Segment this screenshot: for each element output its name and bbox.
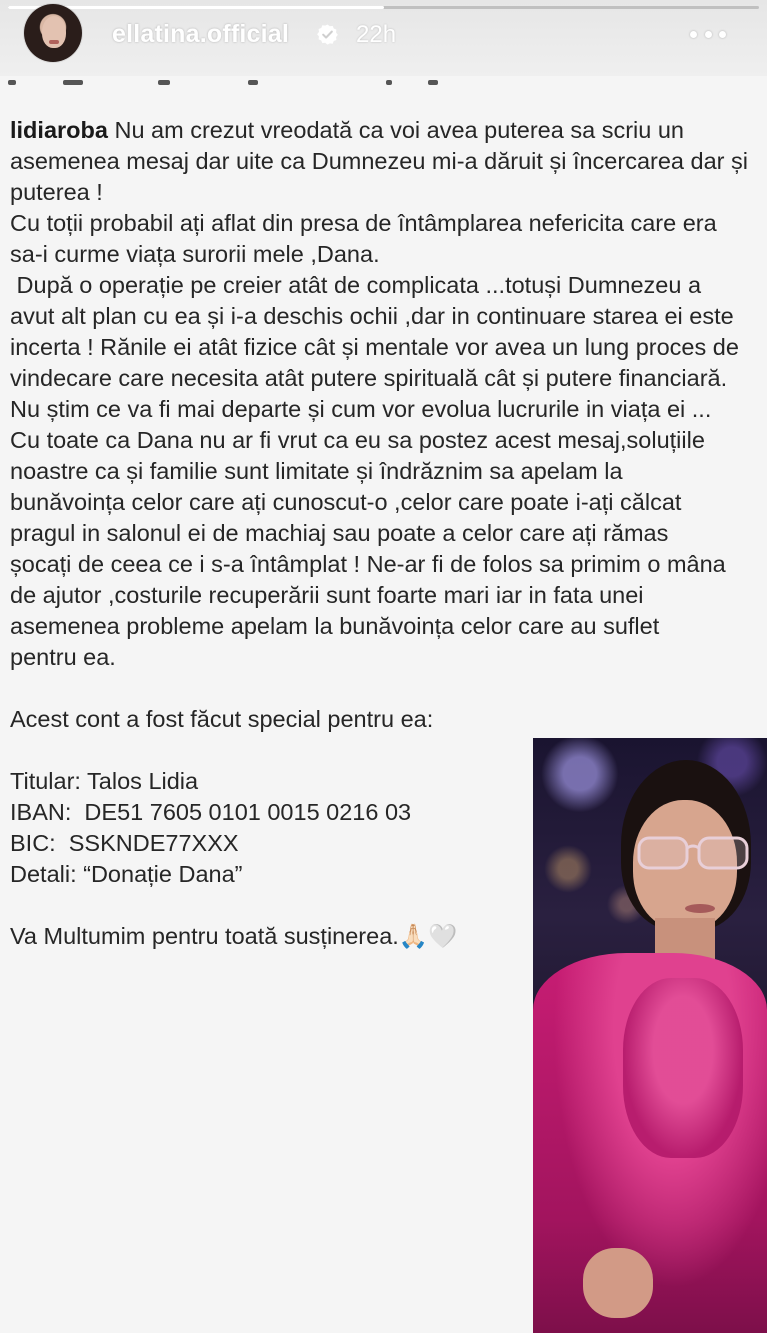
account-intro: Acest cont a fost făcut special pentru ea: <box>10 706 434 732</box>
glasses-shape <box>637 834 757 874</box>
dot <box>719 31 726 38</box>
account-details: Detali: “Donație Dana” <box>10 861 243 887</box>
comment-paragraph: După o operație pe creier atât de complicata ...totuși Dumnezeu a avut alt plan cu ea și i-a deschis ochii ,dar in continuare starea ei este incerta ! Rănile ei atât fizice cât și mentale vor avea un lung proces de vindecare care necesita atât putere spirituală cât și putere financiară. <box>10 272 746 391</box>
story-progress-bar <box>8 6 759 9</box>
commenter-username[interactable]: lidiaroba <box>10 117 108 143</box>
account-holder: Titular: Talos Lidia <box>10 768 199 794</box>
thanks-message: Va Multumim pentru toată susținerea.🙏🏻🤍 <box>10 923 458 949</box>
post-time: 22h <box>356 21 397 48</box>
verified-badge-icon <box>316 23 339 46</box>
account-iban: IBAN: DE51 7605 0101 0015 0216 03 <box>10 799 412 825</box>
comment-paragraph: Cu toate ca Dana nu ar fi vrut ca eu sa postez acest mesaj,soluțiile noastre ca și familie sunt limitate și îndrăznim sa apelam la bunăvoința celor care ați cunoscut-o ,celor care poate i-ați călcat pragul in salonul ei de machiaj sau poate a celor care ați rămas șocați de ceea ce i s-a întâmplat ! Ne-ar fi de folos sa primim o mâna de ajutor ,costurile recuperării sunt foarte mari iar in fata unei asemenea probleme apelam la bunăvoința celor care au suflet pentru ea. <box>10 427 733 670</box>
dot <box>690 31 697 38</box>
woman-in-pink-blouse-photo <box>533 738 767 1333</box>
comment-paragraph: Cu toții probabil ați aflat din presa de întâmplarea nefericita care era sa-i curme viața surorii mele ,Dana. <box>10 210 724 267</box>
avatar-lips <box>49 40 59 44</box>
avatar[interactable] <box>24 4 82 62</box>
comment-paragraph: Nu știm ce va fi mai departe și cum vor evolua lucrurile in viața ei ... <box>10 396 712 422</box>
comment-paragraph: lidiaroba Nu am crezut vreodată ca voi avea puterea sa scriu un asemenea mesaj dar uite ca Dumnezeu mi-a dăruit și încercarea dar și puterea ! <box>10 117 755 205</box>
more-options-icon[interactable] <box>690 24 726 44</box>
story-header <box>0 0 767 76</box>
dot <box>705 31 712 38</box>
username[interactable]: ellatina.official <box>112 20 290 48</box>
account-bic: BIC: SSKNDE77XXX <box>10 830 239 856</box>
